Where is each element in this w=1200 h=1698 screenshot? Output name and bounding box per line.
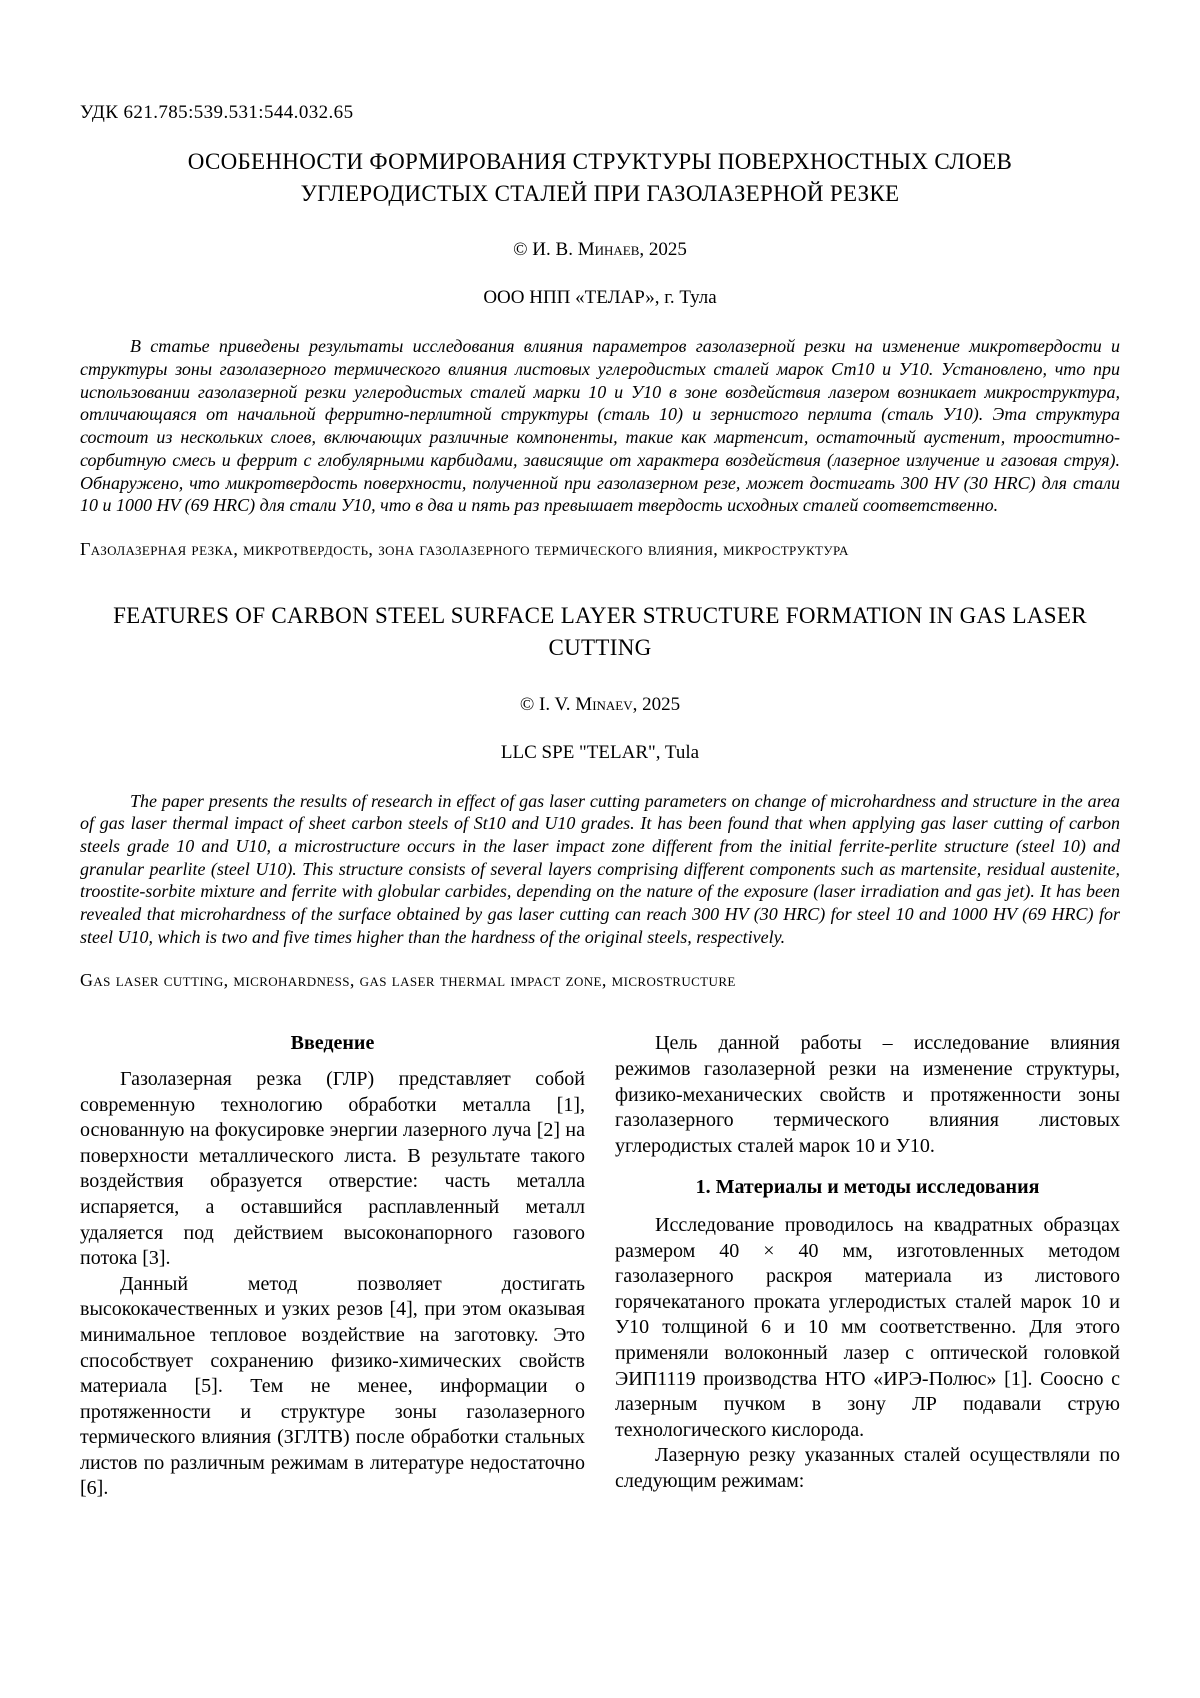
affiliation-ru: ООО НПП «ТЕЛАР», г. Тула xyxy=(483,287,717,309)
keywords-en: Gas laser cutting, microhardness, gas laser thermal impact zone, microstructure xyxy=(80,970,736,991)
keywords-ru: Газолазерная резка, микротвердость, зона газолазерного термического влияния, микроструктура xyxy=(80,538,849,559)
copyright-line-en: © I. V. Minaev, 2025 xyxy=(519,693,681,715)
affiliation-en: LLC SPE "TELAR", Tula xyxy=(500,741,700,763)
article-title-ru: ОСОБЕННОСТИ ФОРМИРОВАНИЯ СТРУКТУРЫ ПОВЕРХНОСТНЫХ СЛОЕВ УГЛЕРОДИСТЫХ СТАЛЕЙ ПРИ ГАЗОЛАЗЕРНОЙ РЕЗКЕ xyxy=(187,149,1013,206)
goal-paragraph: Цель данной работы – исследование влияния режимов газолазерной резки на изменение структуры, физико-механических свойств и протяженности зоны газолазерного термического влияния листовых углеродистых сталей марок 10 и У10. xyxy=(615,1032,1120,1157)
two-column-body xyxy=(80,1031,1120,1502)
left-column xyxy=(80,1031,585,1502)
udc-number: УДК 621.785:539.531:544.032.65 xyxy=(80,102,354,123)
abstract-ru: В статье приведены результаты исследования влияния параметров газолазерной резки на изменение микротвердости и структуры зоны газолазерного термического влияния листовых углеродистых сталей марок Ст10 и У10. Установлено, что при использовании газолазерной резки углеродистых сталей марки 10 и У10 в зоне воздействия лазером возникает микроструктура, отличающаяся от начальной ферритно-перлитной структуры (сталь 10) и зернистого перлита (сталь У10). Эта структура состоит из нескольких слоев, включающих различные компоненты, такие как мартенсит, остаточный аустенит, трооститно-сорбитную смесь и феррит с глобулярными карбидами, зависящие от характера воздействия (лазерное излучение и газовая струя). Обнаружено, что микротвердость поверхности, полученной при газолазерном резе, может достигать 300 HV (30 HRC) для стали 10 и 1000 HV (69 HRC) для стали У10, что в два и пять раз превышает твердость исходных сталей соответственно. xyxy=(80,336,1120,516)
intro-paragraph-1: Газолазерная резка (ГЛР) представляет собой современную технологию обработки металла [1], основанную на фокусировке энергии лазерного луча [2] на поверхности металлического листа. В результате такого воздействия образуется отверстие: часть металла испаряется, а оставшийся расплавленный металл удаляется под действием высоконапорного газового потока [3]. xyxy=(80,1067,585,1270)
section-heading-introduction: Введение xyxy=(290,1032,375,1055)
methods-paragraph-1: Исследование проводилось на квадратных образцах размером 40 × 40 мм, изготовленных методом газолазерного раскроя материала из листового горячекатаного проката углеродистых сталей марок 10 и У10 толщиной 6 и 10 мм соответственно. Для этого применяли волоконный лазер с оптической головкой ЭИП1119 производства НТО «ИРЭ-Полюс» [1]. Соосно с лазерным пучком в зону ЛР подавали струю технологического кислорода. xyxy=(615,1213,1120,1441)
article-title-en: FEATURES OF CARBON STEEL SURFACE LAYER STRUCTURE FORMATION IN GAS LASER CUTTING xyxy=(113,603,1087,660)
methods-paragraph-2: Лазерную резку указанных сталей осуществляли по следующим режимам: xyxy=(615,1444,1120,1492)
intro-paragraph-2: Данный метод позволяет достигать высококачественных и узких резов [4], при этом оказывая минимальное тепловое воздействие на заготовку. Это способствует сохранению физико-химических свойств материала [5]. Тем не менее, информации о протяженности и структуре зоны газолазерного термического влияния (ЗГЛТВ) после обработки стальных листов по различным режимам в литературе недостаточно [6]. xyxy=(80,1272,585,1500)
section-heading-materials-methods: 1. Материалы и методы исследования xyxy=(695,1176,1040,1199)
right-column xyxy=(615,1031,1120,1502)
copyright-line-ru: © И. В. Минаев, 2025 xyxy=(513,239,687,261)
abstract-en: The paper presents the results of research in effect of gas laser cutting parameters on change of microhardness and structure in the area of gas laser thermal impact of sheet carbon steels of St10 and U10 grades. It has been found that when applying gas laser cutting of carbon steels grade 10 and U10, a microstructure occurs in the laser impact zone different from the initial ferrite-perlite structure (steel 10) and granular pearlite (steel U10). This structure consists of several layers comprising different components such as martensite, residual austenite, troostite-sorbite mixture and ferrite with globular carbides, depending on the nature of the exposure (laser irradiation and gas jet). It has been revealed that microhardness of the surface obtained by gas laser cutting can reach 300 HV (30 HRC) for steel 10 and 1000 HV (69 HRC) for steel U10, which is two and five times higher than the hardness of the original steels, respectively. xyxy=(80,790,1120,947)
